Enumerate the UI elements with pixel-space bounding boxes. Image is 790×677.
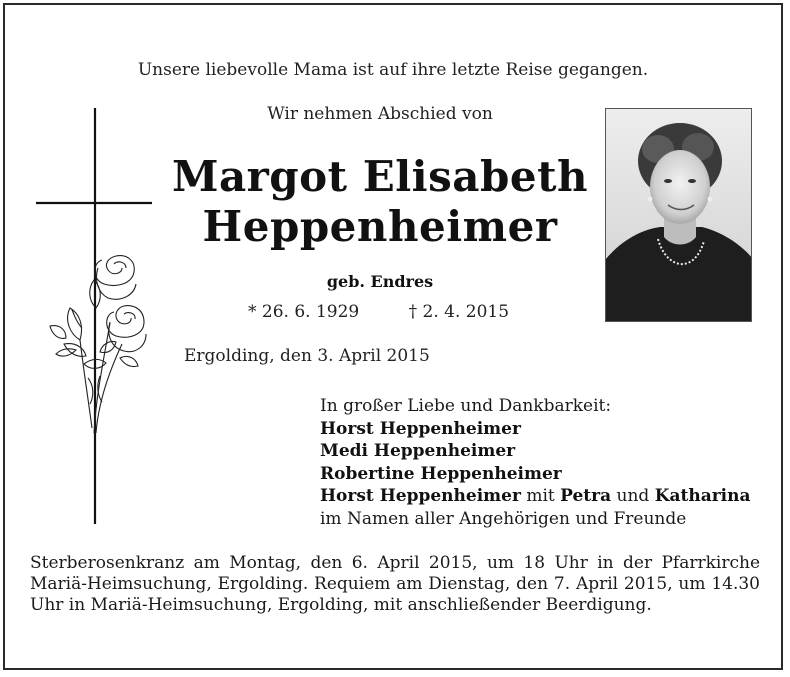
place-and-date: Ergolding, den 3. April 2015 [184,346,430,366]
name-line-2: Heppenheimer [202,202,558,251]
mourner-name: Katharina [654,486,751,506]
farewell-line: Wir nehmen Abschied von [267,104,493,124]
connector-text: mit [526,486,555,506]
mourner-name: Horst Heppenheimer [320,486,521,506]
birth-date: * 26. 6. 1929 [248,302,360,322]
funeral-announcement: Sterberosenkranz am Montag, den 6. April 2015, um 18 Uhr in der Pfarrkirche Mariä-Heimsuchung, Ergolding. Requiem am Dienstag, den 7. April 2015, um 14.30 Uhr in Mariä-Heimsuchung, Ergolding, mit anschließender Beerdigung. [30,553,760,615]
mourners-block [320,395,751,530]
portrait-image [606,109,752,322]
mourner-name: Petra [560,486,612,506]
mourner-family-row [320,485,751,508]
mourner-name: Robertine Heppenheimer [320,463,562,484]
mourner-name: Medi Heppenheimer [320,441,516,461]
closing-line: im Namen aller Angehörigen und Freunde [320,508,687,529]
intro-line: Unsere liebevolle Mama ist auf ihre letzte Reise gegangen. [137,60,649,80]
deceased-name [150,152,610,252]
birth-name: geb. Endres [326,272,434,291]
connector-text: und [616,486,650,506]
mourner-name: Horst Heppenheimer [320,418,521,439]
life-dates [248,302,509,322]
death-date: † 2. 4. 2015 [408,302,510,322]
cross-with-roses-icon [36,108,156,528]
gratitude-line: In großer Liebe und Dankbarkeit: [320,396,612,416]
name-line-1: Margot Elisabeth [171,152,589,201]
portrait-photo [605,108,752,322]
